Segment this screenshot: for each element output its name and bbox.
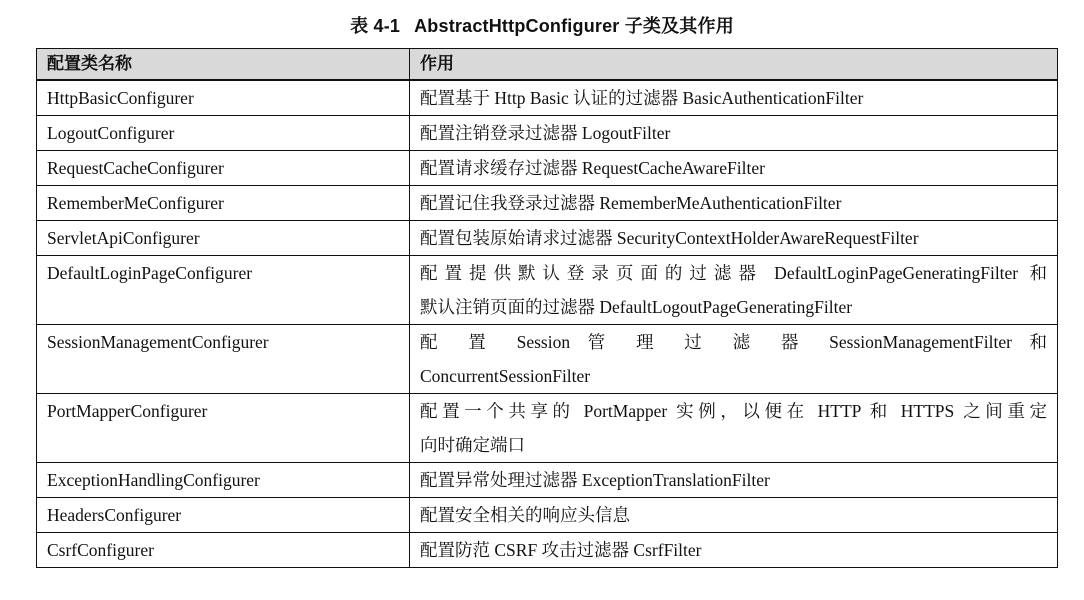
- purpose-line-1: 配置一个共享的 PortMapper 实例，以便在 HTTP 和 HTTPS 之间重定: [420, 401, 1047, 421]
- configurer-name-cell: ServletApiConfigurer: [37, 221, 410, 256]
- configurer-purpose-cell: 配置异常处理过滤器 ExceptionTranslationFilter: [410, 463, 1058, 498]
- table-row: [37, 221, 1058, 256]
- configurer-purpose-cell: 配置包装原始请求过滤器 SecurityContextHolderAwareRequestFilter: [410, 221, 1058, 256]
- purpose-line-2: 向时确定端口: [420, 435, 525, 455]
- table-row: [37, 394, 1058, 463]
- table-row: [37, 116, 1058, 151]
- configurer-name-cell: HeadersConfigurer: [37, 498, 410, 533]
- column-header-name: 配置类名称: [37, 49, 410, 81]
- table-caption-title: AbstractHttpConfigurer 子类及其作用: [414, 16, 734, 36]
- configurer-name-cell: RequestCacheConfigurer: [37, 151, 410, 186]
- purpose-line-2: ConcurrentSessionFilter: [420, 366, 591, 386]
- configurer-purpose-cell: 配置注销登录过滤器 LogoutFilter: [410, 116, 1058, 151]
- purpose-line-1: 配置提供默认登录页面的过滤器 DefaultLoginPageGeneratingFilter 和: [420, 263, 1047, 283]
- table-row: [37, 151, 1058, 186]
- configurer-name-cell: DefaultLoginPageConfigurer: [37, 256, 410, 325]
- table-row: [37, 463, 1058, 498]
- table-row: [37, 186, 1058, 221]
- purpose-line-1: 配 置 Session 管 理 过 滤 器 SessionManagementFilter 和: [420, 332, 1047, 352]
- configurer-purpose-cell: [410, 256, 1058, 325]
- column-header-purpose: 作用: [410, 49, 1058, 81]
- configurer-name-cell: SessionManagementConfigurer: [37, 325, 410, 394]
- configurer-purpose-cell: 配置基于 Http Basic 认证的过滤器 BasicAuthenticationFilter: [410, 80, 1058, 116]
- configurer-name-cell: CsrfConfigurer: [37, 533, 410, 568]
- configurer-name-cell: PortMapperConfigurer: [37, 394, 410, 463]
- table-caption-number: 表 4-1: [350, 16, 401, 36]
- configurer-name-cell: HttpBasicConfigurer: [37, 80, 410, 116]
- configurer-table: [36, 48, 1058, 568]
- configurer-purpose-cell: 配置安全相关的响应头信息: [410, 498, 1058, 533]
- table-row: [37, 80, 1058, 116]
- configurer-name-cell: RememberMeConfigurer: [37, 186, 410, 221]
- configurer-purpose-cell: 配置记住我登录过滤器 RememberMeAuthenticationFilter: [410, 186, 1058, 221]
- table-row: [37, 533, 1058, 568]
- purpose-line-2: 默认注销页面的过滤器 DefaultLogoutPageGeneratingFilter: [420, 297, 853, 317]
- configurer-purpose-cell: 配置防范 CSRF 攻击过滤器 CsrfFilter: [410, 533, 1058, 568]
- table-row: [37, 256, 1058, 325]
- table-header-row: [37, 49, 1058, 81]
- configurer-purpose-cell: [410, 394, 1058, 463]
- configurer-name-cell: LogoutConfigurer: [37, 116, 410, 151]
- configurer-purpose-cell: [410, 325, 1058, 394]
- configurer-purpose-cell: 配置请求缓存过滤器 RequestCacheAwareFilter: [410, 151, 1058, 186]
- configurer-name-cell: ExceptionHandlingConfigurer: [37, 463, 410, 498]
- table-row: [37, 498, 1058, 533]
- table-row: [37, 325, 1058, 394]
- table-caption: [0, 12, 1084, 38]
